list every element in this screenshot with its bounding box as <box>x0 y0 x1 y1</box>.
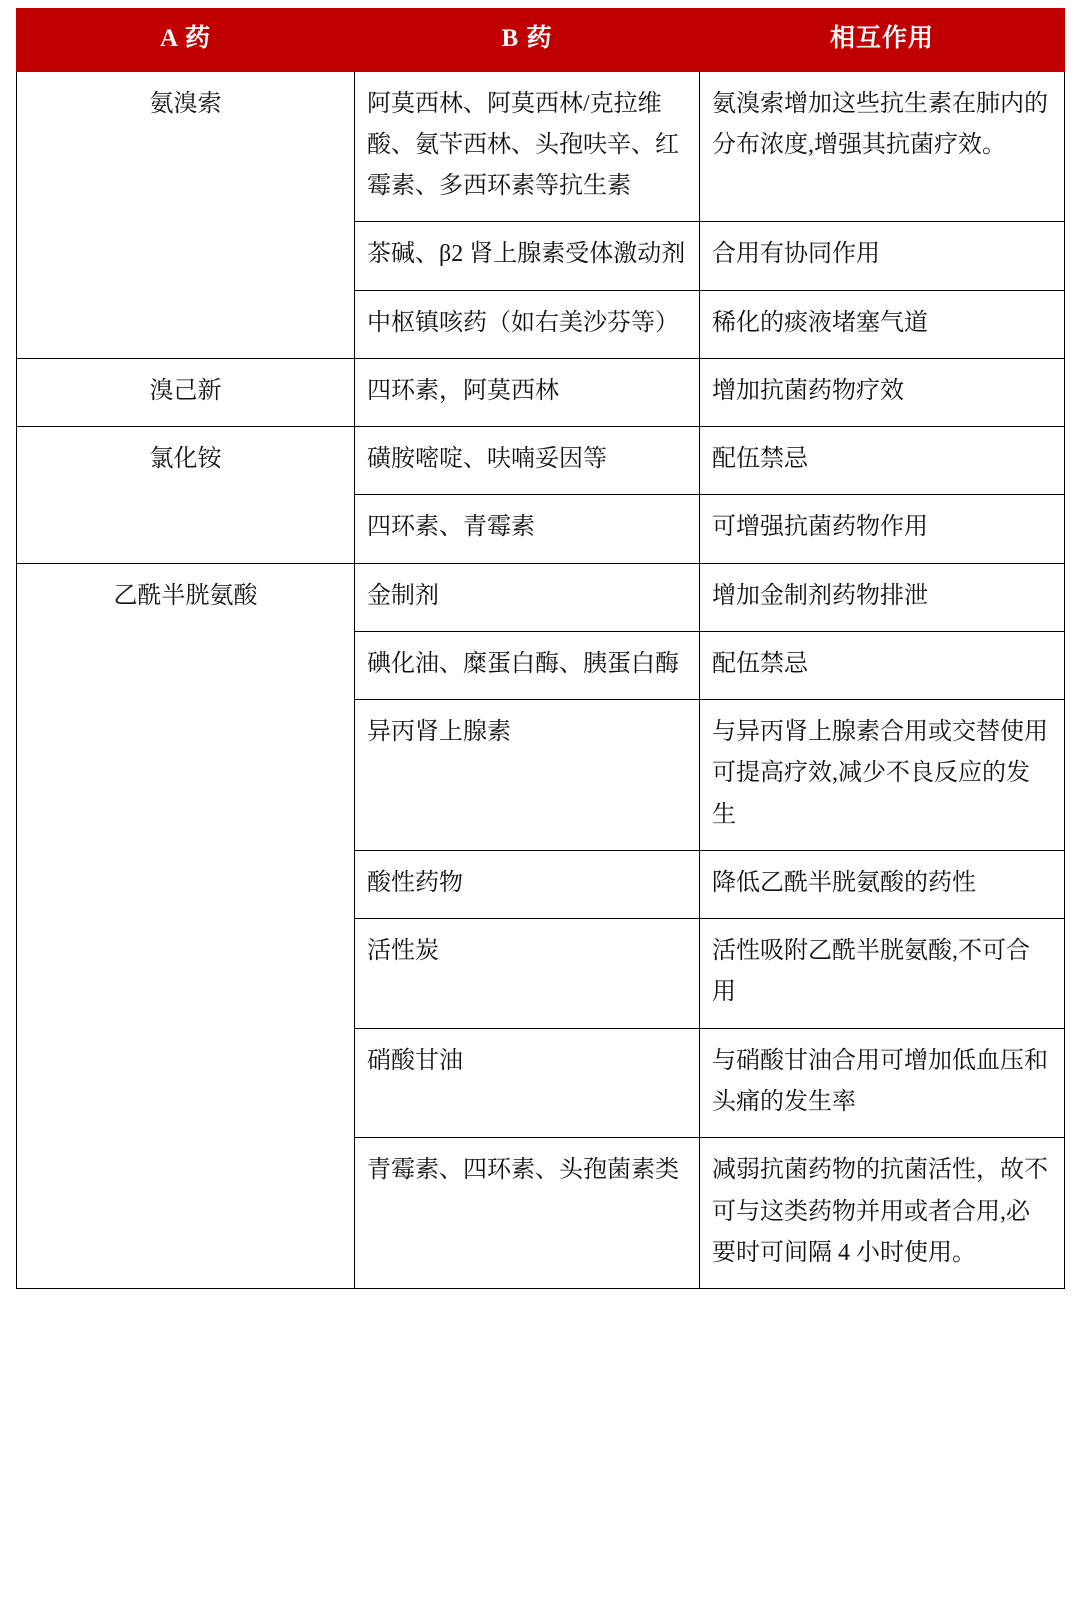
cell-interaction: 与硝酸甘油合用可增加低血压和头痛的发生率 <box>700 1028 1065 1138</box>
table-header-row <box>17 9 1065 72</box>
cell-drug-a: 氯化铵 <box>17 427 355 564</box>
table-header <box>17 9 1065 72</box>
table-body <box>17 71 1065 1289</box>
cell-interaction: 配伍禁忌 <box>700 631 1065 699</box>
cell-drug-a: 氨溴索 <box>17 71 355 358</box>
cell-drug-b: 碘化油、糜蛋白酶、胰蛋白酶 <box>355 631 700 699</box>
table-row <box>17 71 1065 222</box>
cell-interaction: 配伍禁忌 <box>700 427 1065 495</box>
cell-interaction: 稀化的痰液堵塞气道 <box>700 290 1065 358</box>
cell-interaction: 减弱抗菌药物的抗菌活性，故不可与这类药物并用或者合用,必要时可间隔 4 小时使用。 <box>700 1138 1065 1289</box>
cell-drug-b: 阿莫西林、阿莫西林/克拉维酸、氨苄西林、头孢呋辛、红霉素、多西环素等抗生素 <box>355 71 700 222</box>
cell-drug-b: 磺胺嘧啶、呋喃妥因等 <box>355 427 700 495</box>
table-row <box>17 358 1065 426</box>
drug-interaction-table <box>16 8 1065 1289</box>
cell-drug-b: 四环素、青霉素 <box>355 495 700 563</box>
cell-interaction: 与异丙肾上腺素合用或交替使用可提高疗效,减少不良反应的发生 <box>700 700 1065 851</box>
cell-interaction: 合用有协同作用 <box>700 222 1065 290</box>
cell-drug-b: 中枢镇咳药（如右美沙芬等） <box>355 290 700 358</box>
cell-interaction: 活性吸附乙酰半胱氨酸,不可合用 <box>700 919 1065 1029</box>
cell-drug-b: 酸性药物 <box>355 850 700 918</box>
cell-drug-b: 四环素，阿莫西林 <box>355 358 700 426</box>
column-header-drug-b: B 药 <box>355 9 700 72</box>
table-row <box>17 563 1065 631</box>
cell-drug-b: 硝酸甘油 <box>355 1028 700 1138</box>
cell-interaction: 降低乙酰半胱氨酸的药性 <box>700 850 1065 918</box>
cell-drug-b: 金制剂 <box>355 563 700 631</box>
cell-drug-b: 活性炭 <box>355 919 700 1029</box>
column-header-drug-a: A 药 <box>17 9 355 72</box>
cell-drug-b: 异丙肾上腺素 <box>355 700 700 851</box>
column-header-interaction: 相互作用 <box>700 9 1065 72</box>
cell-drug-a: 乙酰半胱氨酸 <box>17 563 355 1288</box>
table-row <box>17 427 1065 495</box>
cell-interaction: 氨溴索增加这些抗生素在肺内的分布浓度,增强其抗菌疗效。 <box>700 71 1065 222</box>
cell-drug-a: 溴己新 <box>17 358 355 426</box>
cell-interaction: 增加金制剂药物排泄 <box>700 563 1065 631</box>
cell-drug-b: 青霉素、四环素、头孢菌素类 <box>355 1138 700 1289</box>
cell-interaction: 可增强抗菌药物作用 <box>700 495 1065 563</box>
cell-interaction: 增加抗菌药物疗效 <box>700 358 1065 426</box>
cell-drug-b: 茶碱、β2 肾上腺素受体激动剂 <box>355 222 700 290</box>
